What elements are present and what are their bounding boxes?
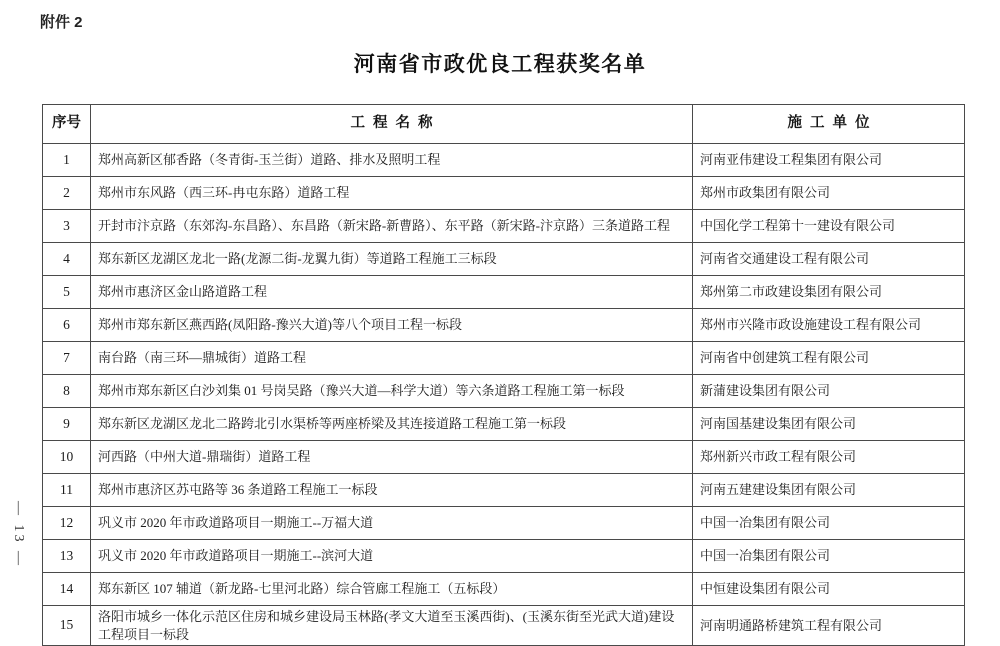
table-row <box>43 144 965 177</box>
table-row <box>43 276 965 309</box>
project-name-cell: 郑州市郑东新区燕西路(凤阳路-豫兴大道)等八个项目工程一标段 <box>91 309 693 342</box>
project-name-cell: 巩义市 2020 年市政道路项目一期施工--万福大道 <box>91 507 693 540</box>
row-number-cell: 10 <box>43 441 91 474</box>
project-name-cell: 巩义市 2020 年市政道路项目一期施工--滨河大道 <box>91 540 693 573</box>
construction-unit-cell: 郑州新兴市政工程有限公司 <box>693 441 965 474</box>
table-row <box>43 210 965 243</box>
row-number-cell: 15 <box>43 606 91 646</box>
project-name-cell: 郑东新区 107 辅道（新龙路-七里河北路）综合管廊工程施工（五标段） <box>91 573 693 606</box>
construction-unit-cell: 郑州市兴隆市政设施建设工程有限公司 <box>693 309 965 342</box>
construction-unit-cell: 新蒲建设集团有限公司 <box>693 375 965 408</box>
header-row <box>43 105 965 144</box>
award-table-container <box>42 104 965 646</box>
header-construction-unit: 施工单位 <box>693 105 965 144</box>
project-name-cell: 郑州市东风路（西三环-冉屯东路）道路工程 <box>91 177 693 210</box>
construction-unit-cell: 中国一冶集团有限公司 <box>693 507 965 540</box>
construction-unit-cell: 郑州市政集团有限公司 <box>693 177 965 210</box>
table-header <box>43 105 965 144</box>
construction-unit-cell: 河南明通路桥建筑工程有限公司 <box>693 606 965 646</box>
row-number-cell: 13 <box>43 540 91 573</box>
table-row <box>43 507 965 540</box>
table-row <box>43 309 965 342</box>
project-name-cell: 郑东新区龙湖区龙北二路跨北引水渠桥等两座桥梁及其连接道路工程施工第一标段 <box>91 408 693 441</box>
row-number-cell: 3 <box>43 210 91 243</box>
row-number-cell: 4 <box>43 243 91 276</box>
page-title: 河南省市政优良工程获奖名单 <box>353 53 647 76</box>
project-name-cell: 郑州市惠济区金山路道路工程 <box>91 276 693 309</box>
project-name-cell: 郑州市惠济区苏屯路等 36 条道路工程施工一标段 <box>91 474 693 507</box>
project-name-cell: 南台路（南三环—鼎城街）道路工程 <box>91 342 693 375</box>
page-number: — 13 — <box>11 501 26 568</box>
construction-unit-cell: 河南五建建设集团有限公司 <box>693 474 965 507</box>
table-row <box>43 540 965 573</box>
attachment-label: 附件 2 <box>40 14 83 31</box>
row-number-cell: 14 <box>43 573 91 606</box>
project-name-cell: 洛阳市城乡一体化示范区住房和城乡建设局玉林路(孝文大道至玉溪西街)、(玉溪东街至光武大道)建设工程项目一标段 <box>91 606 693 646</box>
header-project-name: 工程名称 <box>91 105 693 144</box>
construction-unit-cell: 河南国基建设集团有限公司 <box>693 408 965 441</box>
construction-unit-cell: 郑州第二市政建设集团有限公司 <box>693 276 965 309</box>
row-number-cell: 8 <box>43 375 91 408</box>
row-number-cell: 11 <box>43 474 91 507</box>
construction-unit-cell: 河南省中创建筑工程有限公司 <box>693 342 965 375</box>
row-number-cell: 12 <box>43 507 91 540</box>
project-name-cell: 郑东新区龙湖区龙北一路(龙源二街-龙翼九街）等道路工程施工三标段 <box>91 243 693 276</box>
table-body <box>43 144 965 646</box>
table-row <box>43 243 965 276</box>
table-row <box>43 375 965 408</box>
award-table <box>42 104 965 646</box>
project-name-cell: 郑州高新区郁香路（冬青街-玉兰街）道路、排水及照明工程 <box>91 144 693 177</box>
row-number-cell: 1 <box>43 144 91 177</box>
project-name-cell: 开封市汴京路（东郊沟-东昌路）、东昌路（新宋路-新曹路）、东平路（新宋路-汴京路）三条道路工程 <box>91 210 693 243</box>
project-name-cell: 郑州市郑东新区白沙刘集 01 号岗吴路（豫兴大道—科学大道）等六条道路工程施工第一标段 <box>91 375 693 408</box>
row-number-cell: 5 <box>43 276 91 309</box>
table-row <box>43 177 965 210</box>
table-row <box>43 474 965 507</box>
row-number-cell: 2 <box>43 177 91 210</box>
project-name-cell: 河西路（中州大道-鼎瑞街）道路工程 <box>91 441 693 474</box>
header-no: 序号 <box>43 105 91 144</box>
construction-unit-cell: 中国一冶集团有限公司 <box>693 540 965 573</box>
row-number-cell: 9 <box>43 408 91 441</box>
construction-unit-cell: 河南省交通建设工程有限公司 <box>693 243 965 276</box>
table-row <box>43 408 965 441</box>
table-row <box>43 441 965 474</box>
construction-unit-cell: 河南亚伟建设工程集团有限公司 <box>693 144 965 177</box>
table-row <box>43 342 965 375</box>
construction-unit-cell: 中恒建设集团有限公司 <box>693 573 965 606</box>
table-row <box>43 573 965 606</box>
row-number-cell: 6 <box>43 309 91 342</box>
row-number-cell: 7 <box>43 342 91 375</box>
table-row <box>43 606 965 646</box>
construction-unit-cell: 中国化学工程第十一建设有限公司 <box>693 210 965 243</box>
